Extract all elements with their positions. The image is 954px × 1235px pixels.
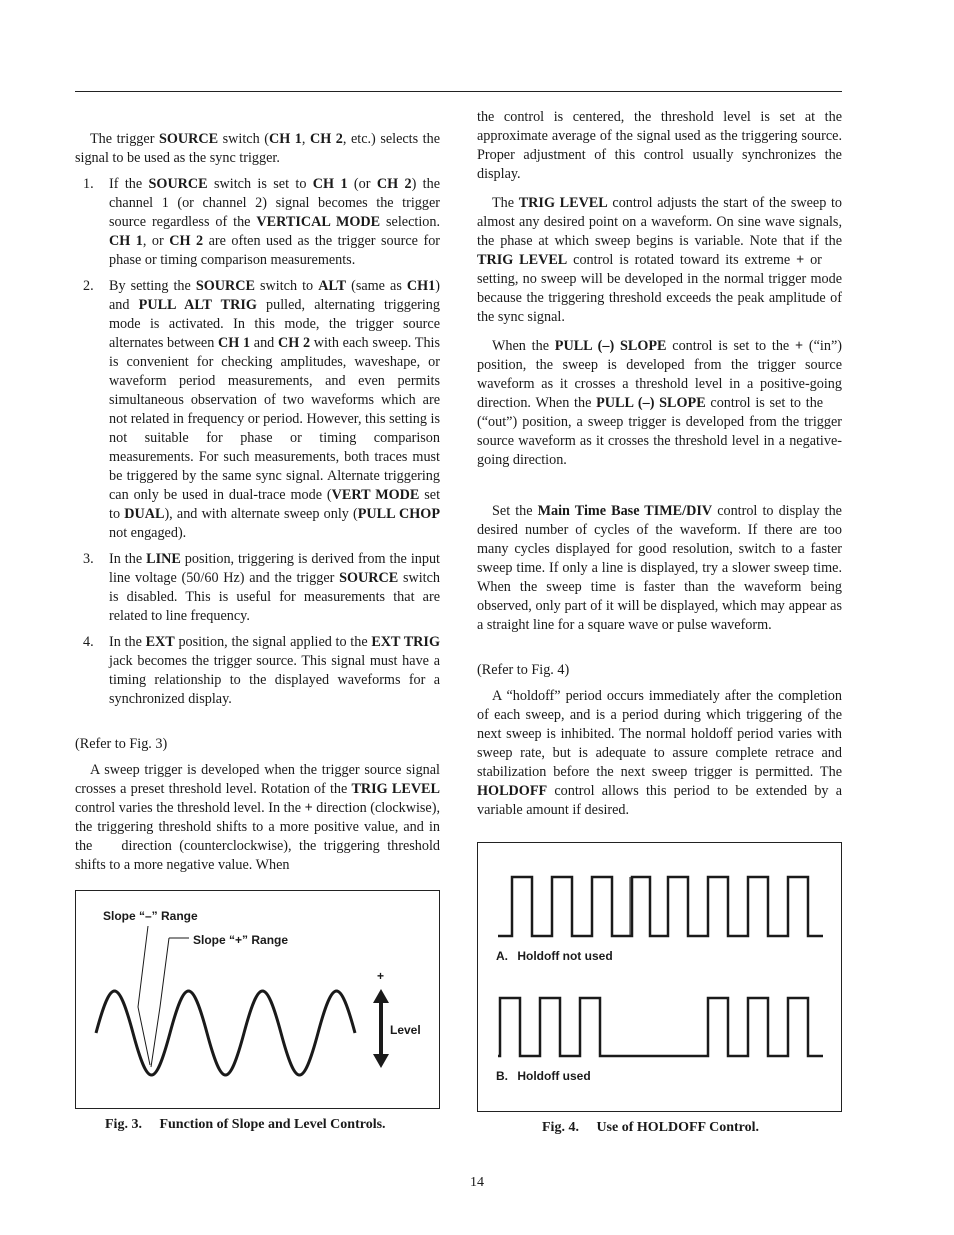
- slope-minus-leader: [138, 926, 150, 1065]
- figure-3-box: [75, 890, 440, 1109]
- source-list: [75, 175, 440, 709]
- list-item: 1. If the SOURCE switch is set to CH 1 (or CH 2) the channel 1 (or channel 2) signal becomes the trigger source regardless of the VERTICAL MODE selection. CH 1, or CH 2 are often used as the trigger source for phase or timing comparison measurements.: [83, 176, 441, 268]
- source-intro: The trigger SOURCE switch (CH 1, CH 2, etc.) selects the signal to be used as the sync trigger.: [75, 131, 441, 166]
- header-rule: [75, 91, 842, 92]
- waveform-b: [498, 998, 823, 1056]
- bold-term: LINE: [146, 551, 181, 567]
- right-column: [477, 108, 842, 820]
- bold-term: PULL CHOP: [357, 506, 440, 522]
- bold-term: Main Time Base TIME/DIV: [537, 503, 713, 519]
- sweep-trigger-paragraph: A sweep trigger is developed when the trigger source signal crosses a preset threshold level. Rotation of the TRIG LEVEL control varies the threshold level. In the + direction (clockwise), the triggering threshold shifts to a more positive value, and in the direction (counterclockwise), the triggering threshold shifts to a more negative value. When: [75, 762, 440, 873]
- bold-term: PULL (–) SLOPE: [554, 338, 667, 354]
- left-column: [75, 130, 440, 875]
- label-slope-plus-range: Slope “+” Range: [193, 933, 289, 947]
- label-holdoff-used: B. Holdoff used: [496, 1069, 591, 1083]
- bold-term: +: [795, 338, 804, 354]
- bold-term: +: [304, 800, 313, 816]
- label-holdoff-not-used: A. Holdoff not used: [496, 949, 613, 963]
- bold-term: CH1: [406, 278, 436, 294]
- bold-term: VERTICAL MODE: [256, 214, 381, 230]
- bold-term: CH 2: [169, 233, 204, 249]
- waveform-a-overlay: [630, 877, 688, 936]
- bold-term: CH 1: [312, 176, 348, 192]
- bold-term: SOURCE: [158, 131, 219, 147]
- label-level: Level: [390, 1023, 421, 1037]
- figure-4-box: [477, 842, 842, 1112]
- trig-level-paragraph: The TRIG LEVEL control adjusts the start of the sweep to almost any desired point on a waveform. On sine wave signals, the phase at which sweep begins is variable. Note that if the TRIG LEVEL control is rotated toward its extreme + or setting, no sweep will be developed in the normal trigger mode because the triggering threshold exceeds the peak amplitude of the sync signal.: [477, 195, 842, 325]
- bold-term: CH 2: [309, 131, 343, 147]
- bold-term: PULL (–) SLOPE: [596, 395, 706, 411]
- bold-term: +: [796, 252, 805, 268]
- label-slope-minus-range: Slope “–” Range: [103, 909, 198, 923]
- figure-4-caption: Fig. 4. Use of HOLDOFF Control.: [542, 1120, 759, 1135]
- bold-term: ALT: [318, 278, 347, 294]
- bold-term: CH 2: [376, 176, 412, 192]
- label-plus: +: [377, 969, 385, 983]
- bold-term: CH 1: [218, 335, 251, 351]
- refer-fig3: (Refer to Fig. 3): [75, 736, 168, 752]
- bold-term: EXT: [145, 634, 175, 650]
- bold-term: SOURCE: [148, 176, 208, 192]
- refer-fig4: (Refer to Fig. 4): [477, 662, 570, 678]
- bold-term: HOLDOFF: [477, 783, 548, 799]
- sine-wave: [96, 991, 355, 1075]
- bold-term: TRIG LEVEL: [351, 781, 440, 797]
- bold-term: CH 1: [109, 233, 143, 249]
- bold-term: PULL ALT TRIG: [138, 297, 257, 313]
- bold-term: VERT MODE: [331, 487, 420, 503]
- threshold-continuation: the control is centered, the threshold level is set at the approximate average of the signal used as the triggering source. Proper adjustment of this control usually synchronizes the display.: [477, 109, 842, 182]
- slope-paragraph: When the PULL (–) SLOPE control is set to the + (“in”) position, the sweep is developed from the trigger source waveform as it crosses a threshold level in a positive-going direction. When the PULL (–) SLOPE control is set to the (“out”) position, a sweep trigger is developed from the trigger source waveform as it crosses the threshold level in a negative-going direction.: [477, 338, 842, 468]
- list-item: 2. By setting the SOURCE switch to ALT (same as CH1) and PULL ALT TRIG pulled, alternating triggering mode is activated. In this mode, the trigger source alternates between CH 1 and CH 2 with each sweep. This is convenient for checking amplitudes, waveshape, or waveform period measurements, and even permits simultaneous observation of two waveforms which are not related in frequency or period. However, this setting is not suitable for phase or timing comparison measurements. For such measurements, both traces must be triggered by the same sync signal. Alternate triggering can only be used in dual-trace mode (VERT MODE set to DUAL), and with alternate sweep only (PULL CHOP not engaged).: [83, 278, 441, 541]
- bold-term: TRIG LEVEL: [518, 195, 608, 211]
- bold-term: TRIG LEVEL: [477, 252, 568, 268]
- bold-term: CH 2: [277, 335, 311, 351]
- list-item: 4. In the EXT position, the signal applied to the EXT TRIG jack becomes the trigger source. This signal must have a timing relationship to the displayed waveforms for a synchronized display.: [83, 634, 440, 707]
- holdoff-paragraph: A “holdoff” period occurs immediately after the completion of each sweep, and is a period during which triggering of the next sweep is inhibited. The normal holdoff period varies with sweep rate, but is adequate to assure complete retrace and stabilization before the next sweep trigger is permitted. The HOLDOFF control allows this period to be extended by a variable amount if desired.: [477, 688, 842, 818]
- bold-term: SOURCE: [339, 570, 399, 586]
- bold-term: DUAL: [124, 506, 165, 522]
- waveform-a: [498, 877, 823, 936]
- bold-term: SOURCE: [195, 278, 255, 294]
- figure-3-caption: Fig. 3. Function of Slope and Level Controls.: [105, 1117, 386, 1132]
- level-arrow: [373, 989, 389, 1068]
- bold-term: CH 1: [268, 131, 302, 147]
- page-number: 14: [470, 1175, 484, 1190]
- list-item: 3. In the LINE position, triggering is derived from the input line voltage (50/60 Hz) and the trigger SOURCE switch is disabled. This is useful for measurements that are related to line frequency.: [83, 551, 441, 624]
- timebase-paragraph: Set the Main Time Base TIME/DIV control to display the desired number of cycles of the waveform. If there are too many cycles displayed for good resolution, switch to a faster sweep time. If only a line is displayed, try a slower sweep time. When the sweep time is faster than the waveform being observed, only part of it will be displayed, which may appear as a straight line for a square wave or pulse waveform.: [477, 503, 842, 633]
- bold-term: EXT TRIG: [371, 634, 440, 650]
